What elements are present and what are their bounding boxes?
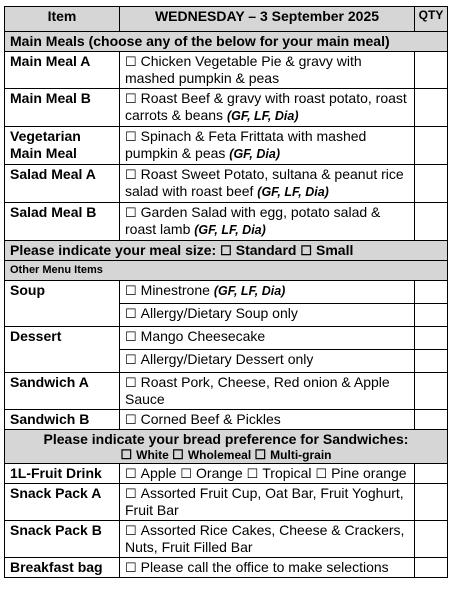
item-label: Snack Pack B [5, 521, 120, 558]
option-cell[interactable] [120, 203, 415, 241]
main-meals-section-title: Main Meals (choose any of the below for your main meal) [5, 32, 448, 52]
bread-preference-prompt: Please indicate your bread preference for Sandwiches: [43, 431, 409, 447]
header-day: WEDNESDAY – 3 September 2025 [120, 7, 415, 32]
sandwich-b-row [5, 410, 448, 430]
option-cell[interactable] [120, 558, 415, 578]
qty-cell[interactable] [415, 203, 448, 241]
checkbox-icon[interactable]: ☐ [220, 243, 232, 258]
qty-cell[interactable] [415, 350, 448, 373]
option-text: Minestrone [140, 282, 210, 298]
item-label: 1L-Fruit Drink [5, 464, 120, 484]
option-text: Mango Cheesecake [140, 328, 266, 344]
checkbox-icon[interactable]: ☐ [315, 466, 328, 481]
other-items-section-row [5, 261, 448, 281]
vegetarian-meal-row [5, 127, 448, 165]
option-cell[interactable] [120, 165, 415, 203]
bread-preference-cell [5, 430, 448, 464]
checkbox-icon[interactable]: ☐ [125, 352, 137, 367]
bread-wholemeal: Wholemeal [187, 448, 252, 462]
option-text: Corned Beef & Pickles [140, 411, 281, 427]
main-meal-a-row [5, 52, 448, 89]
item-label: Sandwich A [5, 373, 120, 410]
option-text: Roast Pork, Cheese, Red onion & Apple Sauce [125, 374, 390, 407]
checkbox-icon[interactable]: ☐ [300, 243, 312, 258]
option-cell[interactable] [120, 304, 415, 327]
checkbox-icon[interactable]: ☐ [125, 486, 137, 501]
menu-table [4, 6, 448, 578]
qty-cell[interactable] [415, 558, 448, 578]
header-row [5, 7, 448, 32]
option-cell[interactable] [120, 484, 415, 521]
item-label: Main Meal B [5, 89, 120, 127]
item-label: Vegetarian Main Meal [5, 127, 120, 165]
option-text: Garden Salad with egg, potato salad & roast lamb [125, 204, 381, 237]
snack-pack-a-row [5, 484, 448, 521]
meal-size-prompt: Please indicate your meal size: [10, 242, 217, 258]
checkbox-icon[interactable]: ☐ [125, 375, 137, 390]
qty-cell[interactable] [415, 373, 448, 410]
checkbox-icon[interactable]: ☐ [246, 466, 259, 481]
qty-cell[interactable] [415, 89, 448, 127]
qty-cell[interactable] [415, 484, 448, 521]
dessert-row-1 [5, 327, 448, 350]
checkbox-icon[interactable]: ☐ [125, 129, 137, 144]
item-label: Dessert [5, 327, 120, 373]
item-label: Salad Meal A [5, 165, 120, 203]
salad-meal-a-row [5, 165, 448, 203]
checkbox-icon[interactable]: ☐ [125, 412, 137, 427]
option-cell[interactable] [120, 281, 415, 304]
header-qty: QTY [415, 7, 448, 32]
qty-cell[interactable] [415, 52, 448, 89]
option-cell[interactable] [120, 410, 415, 430]
checkbox-icon[interactable]: ☐ [254, 447, 267, 462]
option-text: Assorted Fruit Cup, Oat Bar, Fruit Yoghurt, Fruit Bar [125, 485, 404, 518]
checkbox-icon[interactable]: ☐ [125, 91, 137, 106]
checkbox-icon[interactable]: ☐ [125, 560, 137, 575]
meal-size-cell [5, 241, 448, 261]
option-cell[interactable] [120, 127, 415, 165]
drink-tropical: Tropical [262, 465, 312, 481]
item-label: Snack Pack A [5, 484, 120, 521]
diet-tags: (GF, LF, Dia) [257, 185, 329, 199]
option-text: Allergy/Dietary Soup only [140, 305, 298, 321]
qty-cell[interactable] [415, 521, 448, 558]
checkbox-icon[interactable]: ☐ [120, 447, 133, 462]
bread-multigrain: Multi-grain [270, 448, 332, 462]
item-label: Breakfast bag [5, 558, 120, 578]
bread-options [10, 448, 442, 462]
checkbox-icon[interactable]: ☐ [125, 523, 137, 538]
drink-orange: Orange [196, 465, 243, 481]
option-cell[interactable] [120, 464, 415, 484]
option-text: Roast Sweet Potato, sultana & peanut rice salad with roast beef [125, 166, 404, 199]
checkbox-icon[interactable]: ☐ [172, 447, 184, 462]
diet-tags: (GF, LF, Dia) [226, 109, 299, 123]
option-text: Assorted Rice Cakes, Cheese & Crackers, Nuts, Fruit Filled Bar [125, 522, 405, 555]
option-cell[interactable] [120, 52, 415, 89]
meal-size-standard: Standard [235, 242, 297, 258]
option-cell[interactable] [120, 521, 415, 558]
checkbox-icon[interactable]: ☐ [125, 466, 137, 481]
option-cell[interactable] [120, 350, 415, 373]
breakfast-bag-row [5, 558, 448, 578]
qty-cell[interactable] [415, 127, 448, 165]
checkbox-icon[interactable]: ☐ [125, 283, 137, 298]
qty-cell[interactable] [415, 327, 448, 350]
item-label: Salad Meal B [5, 203, 120, 241]
qty-cell[interactable] [415, 304, 448, 327]
diet-tags: (GF, LF, Dia) [213, 284, 286, 298]
option-text: Allergy/Dietary Dessert only [140, 351, 314, 367]
option-text: Spinach & Feta Frittata with mashed pumpkin & peas [125, 128, 367, 161]
option-cell[interactable] [120, 89, 415, 127]
bread-preference-row [5, 430, 448, 464]
item-label: Main Meal A [5, 52, 120, 89]
option-text: Chicken Vegetable Pie & gravy with mashed pumpkin & peas [125, 53, 362, 86]
item-label: Soup [5, 281, 120, 327]
soup-row-1 [5, 281, 448, 304]
option-text: Roast Beef & gravy with roast potato, roast carrots & beans [125, 90, 407, 123]
bread-white: White [136, 448, 169, 462]
checkbox-icon[interactable]: ☐ [125, 205, 137, 220]
checkbox-icon[interactable]: ☐ [125, 306, 137, 321]
snack-pack-b-row [5, 521, 448, 558]
checkbox-icon[interactable]: ☐ [125, 329, 137, 344]
diet-tags: (GF, Dia) [229, 147, 280, 161]
checkbox-icon[interactable]: ☐ [125, 167, 137, 182]
other-items-section-title: Other Menu Items [5, 261, 448, 281]
checkbox-icon[interactable]: ☐ [125, 54, 137, 69]
qty-cell[interactable] [415, 464, 448, 484]
main-meal-b-row [5, 89, 448, 127]
fruit-drink-row [5, 464, 448, 484]
checkbox-icon[interactable]: ☐ [180, 466, 193, 481]
qty-cell[interactable] [415, 281, 448, 304]
drink-apple: Apple [140, 465, 177, 481]
qty-cell[interactable] [415, 165, 448, 203]
diet-tags: (GF, LF, Dia) [194, 223, 266, 237]
sandwich-a-row [5, 373, 448, 410]
qty-cell[interactable] [415, 410, 448, 430]
option-cell[interactable] [120, 373, 415, 410]
option-text: Please call the office to make selections [140, 559, 389, 575]
salad-meal-b-row [5, 203, 448, 241]
meal-size-small: Small [316, 242, 354, 258]
main-meals-section-row [5, 32, 448, 52]
option-cell[interactable] [120, 327, 415, 350]
drink-pine-orange: Pine orange [331, 465, 407, 481]
header-item: Item [5, 7, 120, 32]
meal-size-row [5, 241, 448, 261]
item-label: Sandwich B [5, 410, 120, 430]
